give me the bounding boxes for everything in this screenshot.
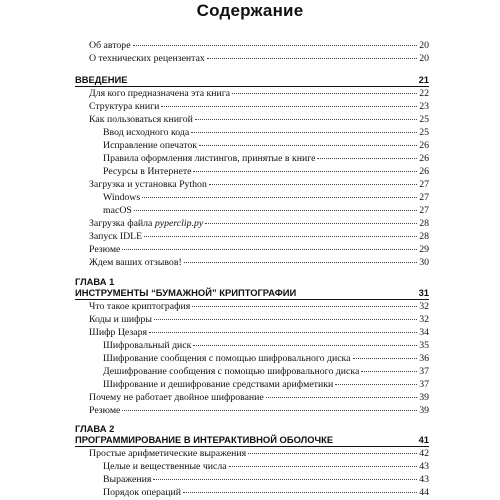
chapter-heading-1[interactable] [75, 276, 429, 298]
toc-entry-page: 29 [419, 244, 429, 255]
toc-entry-page: 43 [419, 474, 429, 485]
toc-entry-title: Порядок операций [103, 487, 181, 498]
toc-entry-page: 37 [419, 366, 429, 377]
toc-entry[interactable] [75, 88, 429, 100]
toc-entry-page: 23 [419, 101, 429, 112]
toc-entry-title: Исправление опечаток [103, 140, 198, 151]
toc-entry-title: О технических рецензентах [89, 53, 205, 64]
toc-entry-page: 25 [419, 127, 429, 138]
toc-subentry[interactable] [75, 461, 429, 473]
toc-subentry[interactable] [75, 340, 429, 352]
toc-entry-page: 32 [419, 301, 429, 312]
toc-subentry[interactable] [75, 205, 429, 217]
toc-subentry[interactable] [75, 127, 429, 139]
toc-entry-title: Загрузка и установка Python [89, 179, 207, 190]
dot-leader [184, 262, 417, 263]
toc-entry-title: Шифрование сообщения с помощью шифровального диска [103, 353, 351, 364]
toc-entry-page: 35 [419, 340, 429, 351]
toc-subentry[interactable] [75, 153, 429, 165]
toc-entry-page: 27 [419, 192, 429, 203]
toc-entry-title-text: Загрузка файла [89, 218, 155, 229]
toc-entry[interactable] [75, 448, 429, 460]
chapter-title: ИНСТРУМЕНТЫ “БУМАЖНОЙ” КРИПТОГРАФИИ [75, 287, 297, 298]
toc-entry-page: 27 [419, 205, 429, 216]
toc-entry[interactable] [75, 257, 429, 269]
toc-entry-title: Шифровальный диск [103, 340, 192, 351]
toc-entry-title: macOS [103, 205, 132, 216]
toc-entry[interactable] [75, 405, 429, 417]
toc-entry-reviewers[interactable] [75, 53, 429, 65]
toc-entry-title: Ресурсы в Интернете [103, 166, 192, 177]
toc-entry-title: Ввод исходного кода [103, 127, 190, 138]
dot-leader [122, 410, 417, 411]
toc-entry[interactable] [75, 244, 429, 256]
toc-entry-page: 34 [419, 327, 429, 338]
dot-leader [144, 236, 417, 237]
section-divider [75, 446, 429, 447]
dot-leader [134, 210, 417, 211]
dot-leader [209, 184, 417, 185]
toc-entry[interactable] [75, 314, 429, 326]
dot-leader [266, 397, 417, 398]
dot-leader [207, 58, 417, 59]
toc-entry-title: Целые и вещественные числа [103, 461, 227, 472]
section-divider [75, 299, 429, 300]
toc-entry-page: 20 [419, 53, 429, 64]
toc-entry[interactable] [75, 301, 429, 313]
toc-subentry[interactable] [75, 140, 429, 152]
toc-subentry[interactable] [75, 474, 429, 486]
dot-leader [193, 171, 417, 172]
dot-leader [195, 119, 417, 120]
toc-entry-page: 42 [419, 448, 429, 459]
toc-entry-page: 26 [419, 140, 429, 151]
toc-entry-about-author[interactable] [75, 40, 429, 52]
dot-leader [229, 466, 418, 467]
toc-entry-page: 28 [419, 231, 429, 242]
dot-leader [142, 197, 417, 198]
toc-entry-title: Структура книги [89, 101, 160, 112]
dot-leader [133, 45, 418, 46]
dot-leader [199, 145, 417, 146]
toc-entry-title: Для кого предназначена эта книга [89, 88, 231, 99]
dot-leader [192, 306, 417, 307]
dot-leader [361, 371, 417, 372]
dot-leader [205, 223, 417, 224]
toc-subentry[interactable] [75, 487, 429, 499]
toc-subentry[interactable] [75, 353, 429, 365]
toc-entry-title: Что такое криптография [89, 301, 191, 312]
dot-leader [183, 492, 417, 493]
toc-entry-page: 22 [419, 88, 429, 99]
toc-entry-title: Как пользоваться книгой [89, 114, 193, 125]
toc-entry-page: 25 [419, 114, 429, 125]
toc-subentry[interactable] [75, 379, 429, 391]
section-heading-page: 21 [418, 74, 429, 85]
section-heading-title: ВВЕДЕНИЕ [75, 74, 128, 85]
toc-subentry[interactable] [75, 166, 429, 178]
dot-leader [191, 132, 417, 133]
toc-entry-page: 26 [419, 166, 429, 177]
toc-entry[interactable] [75, 231, 429, 243]
toc-entry[interactable] [75, 114, 429, 126]
chapter-heading-2[interactable] [75, 423, 429, 445]
dot-leader [161, 106, 417, 107]
toc-entry-page: 20 [419, 40, 429, 51]
toc-entry-page: 36 [419, 353, 429, 364]
dot-leader [353, 358, 418, 359]
toc-entry-title: Простые арифметические выражения [89, 448, 247, 459]
toc-entry-title [75, 218, 203, 230]
toc-entry-page: 30 [419, 257, 429, 268]
toc-entry-title: Резюме [89, 405, 121, 416]
toc-entry-page: 28 [419, 218, 429, 229]
chapter-title: ПРОГРАММИРОВАНИЕ В ИНТЕРАКТИВНОЙ ОБОЛОЧКЕ [75, 434, 334, 445]
toc-entry[interactable] [75, 179, 429, 191]
table-of-contents [75, 0, 429, 500]
dot-leader [317, 158, 417, 159]
chapter-page: 31 [418, 287, 429, 298]
toc-entry-title: Коды и шифры [89, 314, 152, 325]
toc-entry-title: Windows [103, 192, 141, 203]
toc-entry[interactable] [75, 392, 429, 404]
toc-entry-title: Выражения [103, 474, 152, 485]
toc-entry-title: Почему не работает двойное шифрование [89, 392, 264, 403]
toc-entry[interactable] [75, 327, 429, 339]
toc-entry-title: Ждем ваших отзывов! [89, 257, 182, 268]
toc-entry[interactable] [75, 101, 429, 113]
toc-entry-title: Шифрование и дешифрование средствами арифметики [103, 379, 334, 390]
toc-entry-page: 44 [419, 487, 429, 498]
toc-entry-title: Резюме [89, 244, 121, 255]
section-divider [75, 86, 429, 87]
toc-entry-title: Запуск IDLE [89, 231, 143, 242]
toc-entry-page: 37 [419, 379, 429, 390]
toc-subentry[interactable] [75, 192, 429, 204]
toc-entry-page: 27 [419, 179, 429, 190]
dot-leader [149, 332, 417, 333]
toc-entry-page: 32 [419, 314, 429, 325]
toc-entry-title: Дешифрование сообщения с помощью шифровального диска [103, 366, 360, 377]
toc-entry-page: 26 [419, 153, 429, 164]
toc-entry-page: 39 [419, 392, 429, 403]
section-heading-intro[interactable] [75, 74, 429, 85]
toc-entry-page: 43 [419, 461, 429, 472]
toc-entry[interactable] [75, 218, 429, 230]
toc-entry-title: Правила оформления листингов, принятые в книге [103, 153, 316, 164]
dot-leader [122, 249, 417, 250]
dot-leader [232, 93, 417, 94]
chapter-page: 41 [418, 434, 429, 445]
page-title: Содержание [196, 1, 304, 20]
dot-leader [193, 345, 417, 346]
dot-leader [154, 319, 417, 320]
dot-leader [153, 479, 417, 480]
toc-entry-title: Об авторе [89, 40, 131, 51]
chapter-label: ГЛАВА 2 [75, 423, 115, 434]
toc-entry-title: Шифр Цезаря [89, 327, 147, 338]
toc-entry-title-italic: pyperclip.py [154, 218, 204, 229]
dot-leader [335, 384, 417, 385]
toc-entry-page: 39 [419, 405, 429, 416]
dot-leader [248, 453, 417, 454]
chapter-label: ГЛАВА 1 [75, 276, 115, 287]
toc-subentry[interactable] [75, 366, 429, 378]
